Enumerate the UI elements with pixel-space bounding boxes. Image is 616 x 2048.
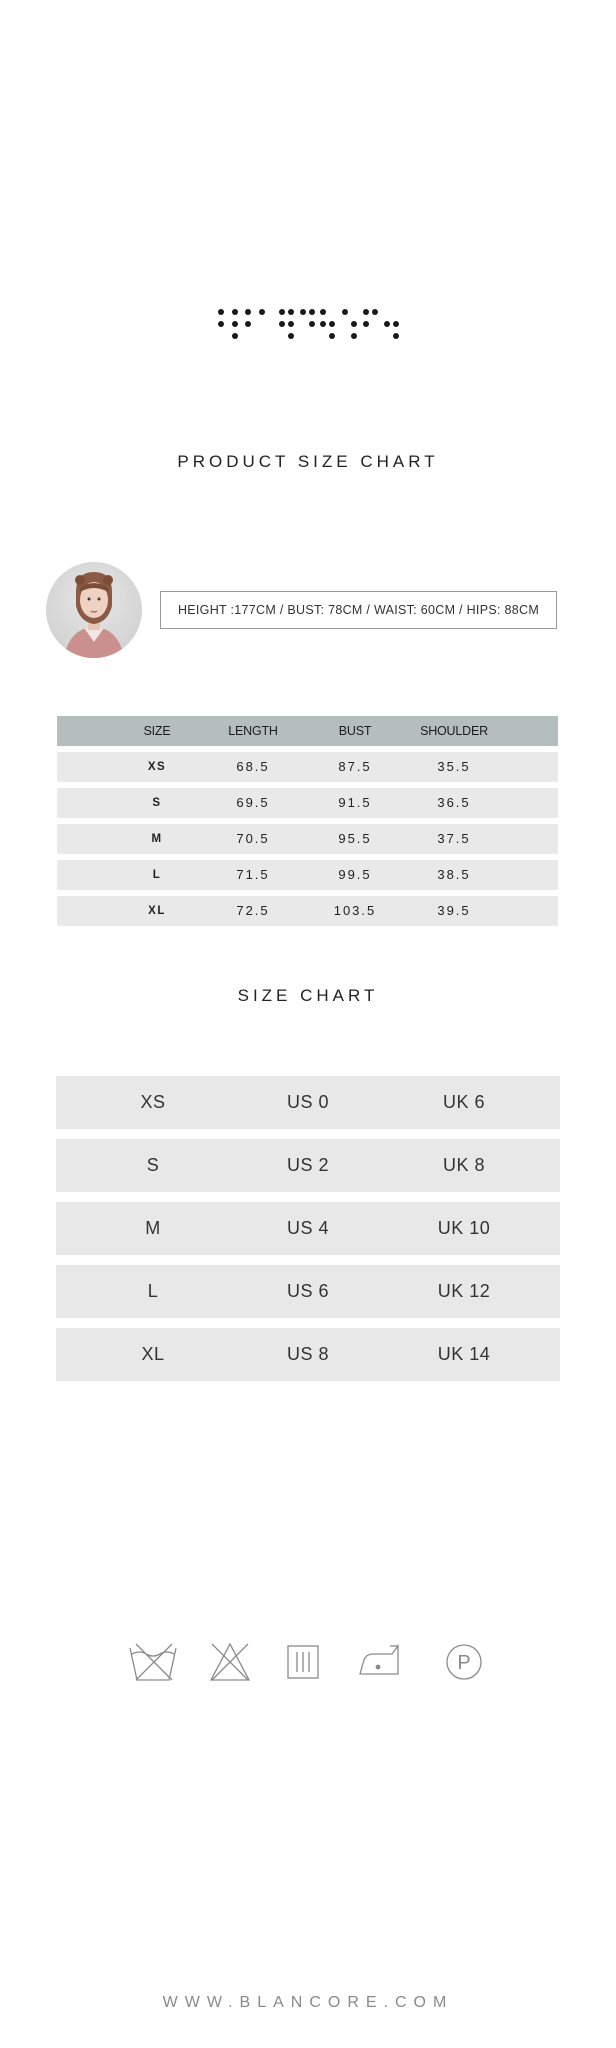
shoulder-cell: 38.5	[437, 867, 471, 882]
us-size-cell: US 6	[286, 1281, 330, 1301]
length-cell: 71.5	[236, 867, 270, 882]
column-header-shoulder: SHOULDER	[420, 724, 488, 738]
hand-wash-icon	[128, 1640, 178, 1684]
bust-cell: 87.5	[338, 759, 372, 774]
table-row	[57, 824, 558, 854]
dry-clean-p-icon	[442, 1640, 486, 1684]
length-cell: 72.5	[236, 903, 270, 918]
measurement-table	[57, 716, 558, 932]
table-row	[57, 860, 558, 890]
shoulder-cell: 39.5	[437, 903, 471, 918]
table-row	[56, 1328, 560, 1381]
shoulder-cell: 36.5	[437, 795, 471, 810]
website-url: WWW.BLANCORE.COM	[162, 1994, 454, 2011]
size-cell: L	[152, 869, 162, 881]
size-cell: XL	[148, 905, 166, 917]
length-cell: 70.5	[236, 831, 270, 846]
size-cell: M	[145, 1218, 161, 1238]
braille-dots	[218, 309, 399, 339]
column-header-size: SIZE	[143, 724, 171, 738]
shoulder-cell: 35.5	[437, 759, 471, 774]
size-conversion-table	[56, 1076, 560, 1391]
size-cell: L	[147, 1281, 159, 1301]
column-header-length: LENGTH	[228, 724, 278, 738]
bust-cell: 99.5	[338, 867, 372, 882]
size-cell: M	[151, 833, 163, 845]
brand-logo	[215, 302, 405, 342]
bust-cell: 103.5	[333, 903, 377, 918]
uk-size-cell: UK 8	[442, 1155, 486, 1175]
us-size-cell: US 4	[286, 1218, 330, 1238]
table-row	[56, 1076, 560, 1129]
bust-cell: 95.5	[338, 831, 372, 846]
model-measurements: HEIGHT :177CM / BUST: 78CM / WAIST: 60CM / HIPS: 88CM	[160, 591, 557, 629]
size-cell: XS	[140, 1092, 166, 1112]
table-row	[56, 1265, 560, 1318]
drip-dry-icon	[286, 1640, 320, 1684]
iron-low-heat-icon	[356, 1640, 402, 1684]
size-cell: XS	[147, 761, 167, 773]
table-row	[56, 1202, 560, 1255]
table-row	[57, 896, 558, 926]
size-chart-title: SIZE CHART	[237, 986, 379, 1005]
us-size-cell: US 8	[286, 1344, 330, 1364]
uk-size-cell: UK 12	[437, 1281, 491, 1301]
bust-cell: 91.5	[338, 795, 372, 810]
size-cell: S	[146, 1155, 160, 1175]
do-not-bleach-icon	[208, 1640, 252, 1684]
model-avatar	[46, 562, 142, 658]
model-portrait-image	[46, 562, 142, 658]
length-cell: 69.5	[236, 795, 270, 810]
shoulder-cell: 37.5	[437, 831, 471, 846]
column-header-bust: BUST	[338, 724, 372, 738]
length-cell: 68.5	[236, 759, 270, 774]
size-cell: S	[152, 797, 162, 809]
us-size-cell: US 2	[286, 1155, 330, 1175]
table-row	[56, 1139, 560, 1192]
dry-clean-letter: P	[457, 1652, 471, 1674]
table-row	[57, 788, 558, 818]
size-cell: XL	[141, 1344, 165, 1364]
table-header-row	[57, 716, 558, 746]
uk-size-cell: UK 10	[437, 1218, 491, 1238]
uk-size-cell: UK 14	[437, 1344, 491, 1364]
us-size-cell: US 0	[286, 1092, 330, 1112]
uk-size-cell: UK 6	[442, 1092, 486, 1112]
table-row	[57, 752, 558, 782]
product-size-chart-title: PRODUCT SIZE CHART	[177, 452, 439, 471]
